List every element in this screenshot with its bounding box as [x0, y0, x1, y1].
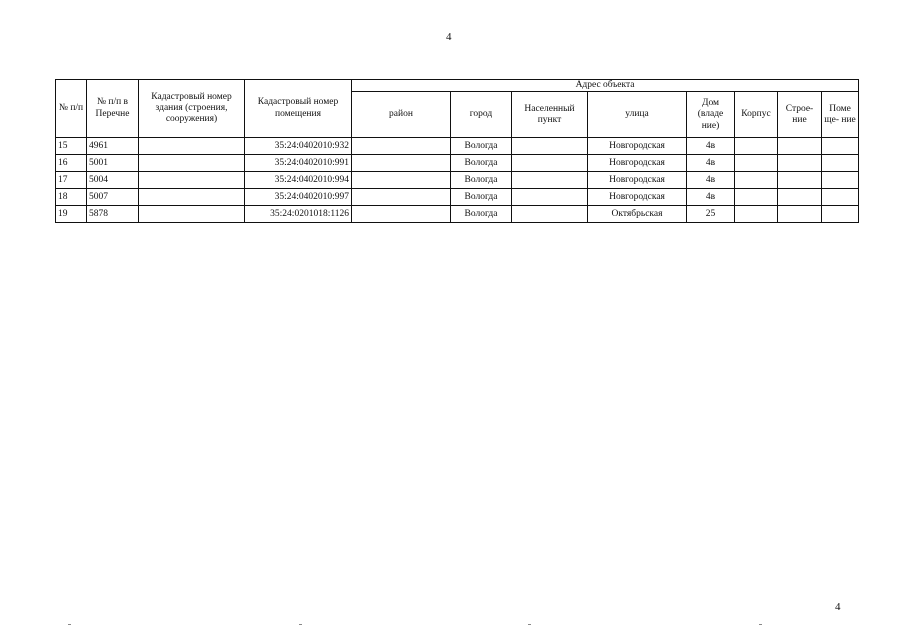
- cell-room: [822, 155, 859, 172]
- cell-house: 4в: [687, 138, 735, 155]
- cell-building-cadastral: [139, 189, 245, 206]
- page-number-bottom: 4: [835, 601, 841, 613]
- header-district: район: [352, 92, 451, 138]
- table-row: [56, 155, 859, 172]
- cell-building: [778, 189, 822, 206]
- header-address-group: Адрес объекта: [352, 80, 859, 92]
- cell-room-cadastral: 35:24:0402010:991: [245, 155, 352, 172]
- cell-building: [778, 155, 822, 172]
- cell-building: [778, 138, 822, 155]
- cell-korpus: [735, 155, 778, 172]
- cell-list-num: 5001: [87, 155, 139, 172]
- cell-room-cadastral: 35:24:0201018:1126: [245, 206, 352, 223]
- cell-korpus: [735, 172, 778, 189]
- header-room-cadastral: Кадастровый номер помещения: [245, 80, 352, 138]
- cell-building-cadastral: [139, 155, 245, 172]
- cell-street: Октябрьская: [588, 206, 687, 223]
- scan-mark: [68, 624, 71, 625]
- table-row: [56, 206, 859, 223]
- cell-list-num: 5878: [87, 206, 139, 223]
- page-number-top: 4: [446, 31, 452, 43]
- cell-district: [352, 138, 451, 155]
- cell-settlement: [512, 189, 588, 206]
- scan-mark: [299, 624, 302, 625]
- cell-building: [778, 206, 822, 223]
- cell-street: Новгородская: [588, 138, 687, 155]
- cell-list-num: 4961: [87, 138, 139, 155]
- cell-district: [352, 189, 451, 206]
- cell-num: 19: [56, 206, 87, 223]
- cell-city: Вологда: [451, 155, 512, 172]
- cell-room: [822, 189, 859, 206]
- cell-district: [352, 172, 451, 189]
- cell-building: [778, 172, 822, 189]
- cell-room: [822, 206, 859, 223]
- cell-settlement: [512, 172, 588, 189]
- cell-building-cadastral: [139, 206, 245, 223]
- cell-street: Новгородская: [588, 189, 687, 206]
- cell-district: [352, 155, 451, 172]
- table-row: [56, 138, 859, 155]
- table-row: [56, 189, 859, 206]
- cell-korpus: [735, 189, 778, 206]
- cell-house: 4в: [687, 172, 735, 189]
- cell-street: Новгородская: [588, 155, 687, 172]
- cell-room: [822, 172, 859, 189]
- cell-settlement: [512, 138, 588, 155]
- cell-room-cadastral: 35:24:0402010:994: [245, 172, 352, 189]
- cell-city: Вологда: [451, 172, 512, 189]
- cell-house: 4в: [687, 189, 735, 206]
- header-city: город: [451, 92, 512, 138]
- cell-building-cadastral: [139, 138, 245, 155]
- cell-settlement: [512, 155, 588, 172]
- header-korpus: Корпус: [735, 92, 778, 138]
- cell-building-cadastral: [139, 172, 245, 189]
- cell-room: [822, 138, 859, 155]
- cell-city: Вологда: [451, 189, 512, 206]
- cell-num: 18: [56, 189, 87, 206]
- header-room: Поме ще- ние: [822, 92, 859, 138]
- cell-street: Новгородская: [588, 172, 687, 189]
- cell-list-num: 5007: [87, 189, 139, 206]
- cell-house: 4в: [687, 155, 735, 172]
- header-settlement: Населенный пункт: [512, 92, 588, 138]
- header-building: Строе- ние: [778, 92, 822, 138]
- cell-city: Вологда: [451, 206, 512, 223]
- cell-num: 15: [56, 138, 87, 155]
- cell-num: 17: [56, 172, 87, 189]
- cell-city: Вологда: [451, 138, 512, 155]
- cell-korpus: [735, 138, 778, 155]
- cell-room-cadastral: 35:24:0402010:997: [245, 189, 352, 206]
- cell-room-cadastral: 35:24:0402010:932: [245, 138, 352, 155]
- table-row: [56, 172, 859, 189]
- cell-num: 16: [56, 155, 87, 172]
- scan-mark: [528, 624, 531, 625]
- cell-district: [352, 206, 451, 223]
- cell-house: 25: [687, 206, 735, 223]
- header-num: № п/п: [56, 80, 87, 138]
- header-list-num: № п/п в Перечне: [87, 80, 139, 138]
- property-table: [55, 79, 859, 223]
- header-street: улица: [588, 92, 687, 138]
- cell-settlement: [512, 206, 588, 223]
- scan-mark: [759, 624, 762, 625]
- cell-korpus: [735, 206, 778, 223]
- cell-list-num: 5004: [87, 172, 139, 189]
- header-building-cadastral: Кадастровый номер здания (строения, сооружения): [139, 80, 245, 138]
- header-house: Дом (владе ние): [687, 92, 735, 138]
